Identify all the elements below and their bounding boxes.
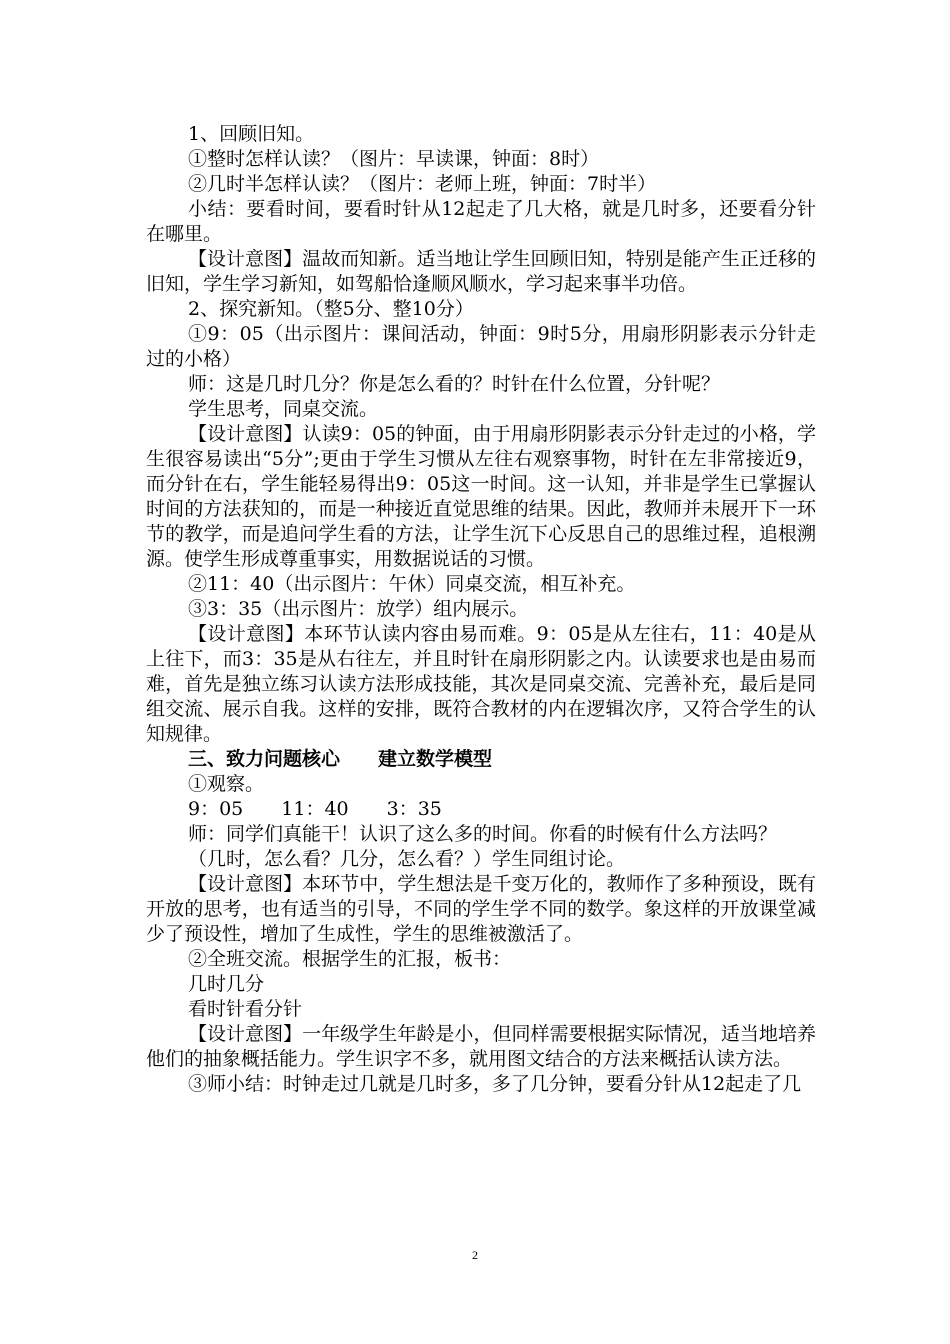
paragraph: （几时，怎么看？几分，怎么看？）学生同组讨论。 (188, 848, 626, 870)
paragraph: ①观察。 (188, 773, 265, 795)
paragraph: ①整时怎样认读？（图片：早读课，钟面：8时） (188, 148, 600, 170)
paragraph: ③师小结：时钟走过几就是几时多，多了几分钟，要看分针从12起走了几 (188, 1073, 802, 1095)
paragraph: 1、回顾旧知。 (188, 123, 315, 145)
paragraph: 看时针看分针 (188, 998, 303, 1020)
paragraph: 9：05 11：40 3：35 (188, 798, 442, 820)
paragraph: 师：同学们真能干！认识了这么多的时间。你看的时候有什么方法吗？ (188, 823, 778, 845)
paragraph: ③3：35（出示图片：放学）组内展示。 (188, 598, 529, 620)
design-intent-paragraph: 【设计意图】认读9：05的钟面，由于用扇形阴影表示分针走过的小格，学生很容易读出“5分”;更由于学生习惯从左往右观察事物，时针在左非常接近9，而分针在右，学生能轻易得出9：05这一时间。这一认知，并非是学生已掌握认时间的方法获知的，而是一种接近直觉思维的结果。因此，教师并未展开下一环节的教学，而是追问学生看的方法，让学生沉下心反思自己的思维过程，追根溯源。使学生形成尊重事实，用数据说话的习惯。 (146, 423, 816, 570)
page-number: 2 (472, 1248, 478, 1262)
paragraph: 几时几分 (188, 973, 265, 995)
design-intent-paragraph: 【设计意图】一年级学生年龄是小，但同样需要根据实际情况，适当地培养他们的抽象概括能力。学生识字不多，就用图文结合的方法来概括认读方法。 (146, 1023, 816, 1070)
paragraph: ②全班交流。根据学生的汇报，板书： (188, 948, 512, 970)
section-heading: 三、致力问题核心 建立数学模型 (188, 748, 493, 770)
design-intent-paragraph: 【设计意图】本环节中，学生想法是千变万化的，教师作了多种预设，既有开放的思考，也有适当的引导，不同的学生学不同的数学。象这样的开放课堂减少了预设性，增加了生成性，学生的思维被激活了。 (146, 873, 816, 945)
paragraph: ②几时半怎样认读？（图片：老师上班，钟面：7时半） (188, 173, 657, 195)
paragraph: ②11：40（出示图片：午休）同桌交流，相互补充。 (188, 573, 636, 595)
paragraph: 2、探究新知。（整5分、整10分） (188, 298, 474, 320)
paragraph: 师：这是几时几分？你是怎么看的？时针在什么位置，分针呢？ (188, 373, 721, 395)
paragraph: 学生思考，同桌交流。 (188, 398, 379, 420)
paragraph: 小结：要看时间，要看时针从12起走了几大格，就是几时多，还要看分针在哪里。 (146, 198, 816, 245)
design-intent-paragraph: 【设计意图】本环节认读内容由易而难。9：05是从左往右，11：40是从上往下，而3：35是从右往左，并且时针在扇形阴影之内。认读要求也是由易而难，首先是独立练习认读方法形成技能，其次是同桌交流、完善补充，最后是同组交流、展示自我。这样的安排，既符合教材的内在逻辑次序，又符合学生的认知规律。 (146, 623, 816, 745)
paragraph: ①9：05（出示图片：课间活动，钟面：9时5分，用扇形阴影表示分针走过的小格） (146, 323, 816, 370)
design-intent-paragraph: 【设计意图】温故而知新。适当地让学生回顾旧知，特别是能产生正迁移的旧知，学生学习新知，如驾船恰逢顺风顺水，学习起来事半功倍。 (146, 248, 816, 295)
document-body (146, 122, 816, 1097)
